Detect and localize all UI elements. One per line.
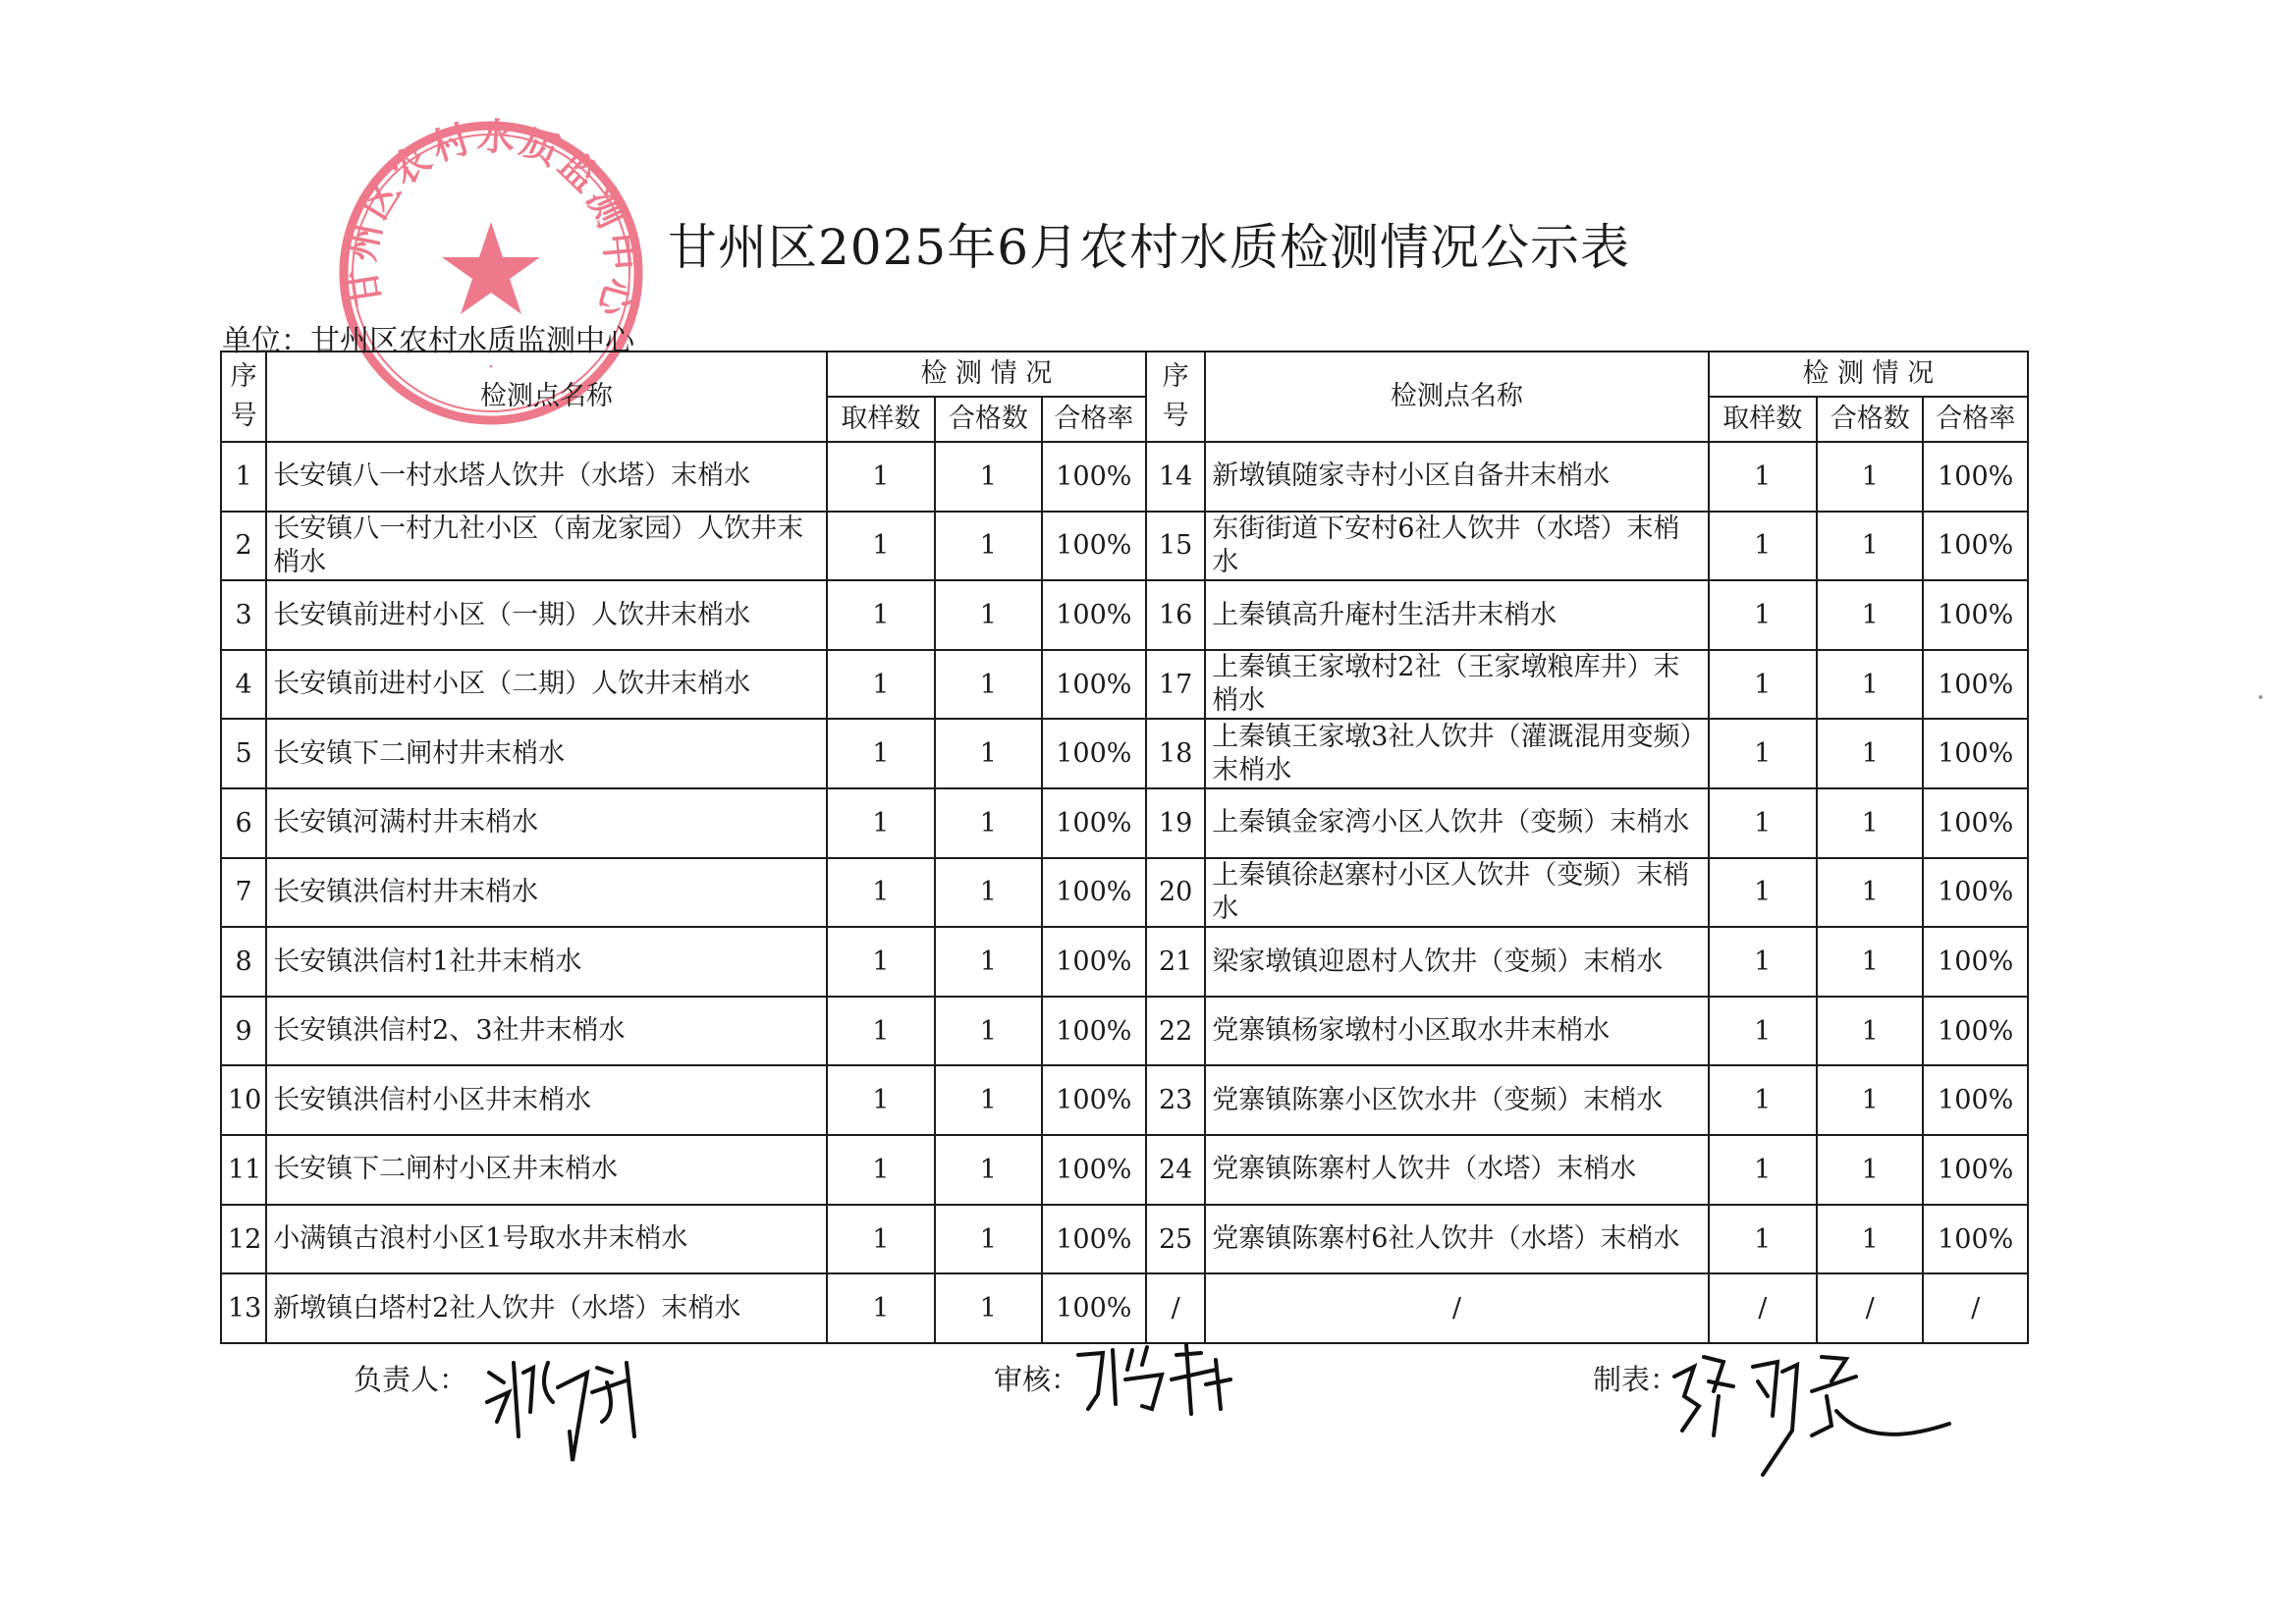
svg-text:甘州区农村水质监测中心: 甘州区农村水质监测中心 [338,116,644,326]
seq-cell: 13 [221,1273,266,1343]
qualified-cell: 1 [935,719,1041,788]
site-name-cell: 长安镇洪信村井末梢水 [266,858,826,928]
seq-cell: 3 [221,580,266,650]
table-row [221,1205,2028,1274]
qualified-cell: 1 [1817,1065,1923,1135]
seq-cell: 4 [221,650,266,720]
qualified-cell: 1 [935,580,1041,650]
samples-cell: 1 [827,858,935,928]
seq-cell: 16 [1146,580,1205,650]
qualified-cell: 1 [935,650,1041,720]
qualified-cell: 1 [935,997,1041,1066]
table-row [221,1065,2028,1135]
site-name-cell: 上秦镇高升庵村生活井末梢水 [1205,580,1708,650]
rate-cell: 100% [1042,1065,1146,1135]
seq-cell: 12 [221,1205,266,1274]
qualified-cell: 1 [935,1065,1041,1135]
site-name-cell: 上秦镇金家湾小区人饮井（变频）末梢水 [1205,788,1708,858]
samples-cell: 1 [1709,512,1817,581]
qualified-cell: 1 [935,442,1041,512]
seq-cell: 7 [221,858,266,928]
qualified-header-right: 合格数 [1817,397,1923,442]
samples-cell: 1 [1709,788,1817,858]
site-name-cell: 党寨镇陈寨村人饮井（水塔）末梢水 [1205,1135,1708,1205]
qualified-cell: 1 [1817,858,1923,928]
samples-cell: 1 [1709,858,1817,928]
rate-cell: 100% [1042,512,1146,581]
seq-cell: 19 [1146,788,1205,858]
qualified-cell: 1 [1817,997,1923,1066]
seq-cell: 11 [221,1135,266,1205]
site-name-cell: 梁家墩镇迎恩村人饮井（变频）末梢水 [1205,927,1708,997]
preparer-label: 制表： [1593,1363,1679,1396]
rate-cell: 100% [1923,858,2028,928]
seq-cell: 6 [221,788,266,858]
site-name-cell: 党寨镇陈寨小区饮水井（变频）末梢水 [1205,1065,1708,1135]
samples-cell: 1 [827,650,935,720]
site-name-cell: 上秦镇王家墩3社人饮井（灌溉混用变频）末梢水 [1205,719,1708,788]
responsible-label: 负责人： [354,1363,468,1396]
site-name-cell: 党寨镇陈寨村6社人饮井（水塔）末梢水 [1205,1205,1708,1274]
qualified-cell: 1 [1817,442,1923,512]
seq-cell: 1 [221,442,266,512]
table-row [221,442,2028,512]
seq-cell: 9 [221,997,266,1066]
rate-cell: / [1923,1273,2028,1343]
seq-cell: 15 [1146,512,1205,581]
qualified-cell: 1 [935,1135,1041,1205]
svg-text:·: · [487,354,495,378]
rate-cell: 100% [1042,858,1146,928]
rate-cell: 100% [1923,442,2028,512]
site-name-cell: 长安镇下二闸村井末梢水 [266,719,826,788]
table-row [221,927,2028,997]
samples-header: 取样数 [827,397,935,442]
rate-cell: 100% [1042,997,1146,1066]
qualified-cell: 1 [935,1273,1041,1343]
samples-cell: 1 [1709,719,1817,788]
responsible-signature [479,1343,676,1471]
page-title: 甘州区2025年6月农村水质检测情况公示表 [668,219,1631,276]
scan-speckle [2259,695,2263,699]
samples-cell: 1 [1709,580,1817,650]
reviewer-label: 审核： [994,1363,1080,1396]
site-name-cell: / [1205,1273,1708,1343]
seq-cell: 23 [1146,1065,1205,1135]
table-row [221,1135,2028,1205]
rate-cell: 100% [1042,1205,1146,1274]
qualified-cell: 1 [1817,927,1923,997]
rate-cell: 100% [1923,927,2028,997]
table-row [221,719,2028,788]
table-row [221,997,2028,1066]
seq-cell: 24 [1146,1135,1205,1205]
site-name-cell: 上秦镇徐赵寨村小区人饮井（变频）末梢水 [1205,858,1708,928]
samples-cell: 1 [827,512,935,581]
seq-header-right: 序号 [1146,352,1205,442]
site-name-cell: 长安镇前进村小区（一期）人饮井末梢水 [266,580,826,650]
rate-cell: 100% [1923,719,2028,788]
samples-cell: 1 [1709,1135,1817,1205]
samples-cell: 1 [1709,650,1817,720]
samples-cell: 1 [1709,442,1817,512]
samples-header-right: 取样数 [1709,397,1817,442]
seq-cell: 18 [1146,719,1205,788]
qualified-cell: 1 [935,927,1041,997]
qualified-cell: 1 [935,858,1041,928]
rate-header: 合格率 [1042,397,1146,442]
samples-cell: 1 [1709,1065,1817,1135]
rate-cell: 100% [1923,512,2028,581]
samples-cell: 1 [827,788,935,858]
samples-cell: 1 [827,442,935,512]
samples-cell: 1 [1709,927,1817,997]
rate-cell: 100% [1042,650,1146,720]
samples-cell: 1 [1709,997,1817,1066]
seq-cell: 17 [1146,650,1205,720]
table-row [221,580,2028,650]
rate-cell: 100% [1923,788,2028,858]
seal-star-icon [442,222,540,314]
seq-cell: 14 [1146,442,1205,512]
site-name-cell: 长安镇洪信村小区井末梢水 [266,1065,826,1135]
inspection-group-header-right: 检 测 情 况 [1709,352,2028,397]
seq-cell: 10 [221,1065,266,1135]
rate-header-right: 合格率 [1923,397,2028,442]
qualified-cell: 1 [1817,1135,1923,1205]
rate-cell: 100% [1042,788,1146,858]
seq-cell: 20 [1146,858,1205,928]
table-row [221,788,2028,858]
samples-cell: 1 [827,997,935,1066]
table-row [221,512,2028,581]
site-name-cell: 上秦镇王家墩村2社（王家墩粮库井）末梢水 [1205,650,1708,720]
rate-cell: 100% [1923,650,2028,720]
samples-cell: 1 [827,580,935,650]
qualified-cell: 1 [1817,580,1923,650]
samples-cell: 1 [1709,1205,1817,1274]
site-name-cell: 长安镇洪信村1社井末梢水 [266,927,826,997]
samples-cell: 1 [827,1273,935,1343]
qualified-cell: 1 [1817,719,1923,788]
rate-cell: 100% [1042,927,1146,997]
samples-cell: / [1709,1273,1817,1343]
table-row [221,1273,2028,1343]
site-name-cell: 长安镇河满村井末梢水 [266,788,826,858]
inspection-group-header: 检 测 情 况 [827,352,1146,397]
samples-cell: 1 [827,1065,935,1135]
site-name-cell: 东街街道下安村6社人饮井（水塔）末梢水 [1205,512,1708,581]
seq-cell: 21 [1146,927,1205,997]
seq-header: 序号 [221,352,266,442]
site-name-cell: 长安镇洪信村2、3社井末梢水 [266,997,826,1066]
rate-cell: 100% [1042,580,1146,650]
name-header: 检测点名称 [266,352,826,442]
site-name-cell: 新墩镇随家寺村小区自备井末梢水 [1205,442,1708,512]
rate-cell: 100% [1042,442,1146,512]
site-name-cell: 党寨镇杨家墩村小区取水井末梢水 [1205,997,1708,1066]
samples-cell: 1 [827,1135,935,1205]
site-name-cell: 长安镇八一村水塔人饮井（水塔）末梢水 [266,442,826,512]
qualified-cell: 1 [935,788,1041,858]
site-name-cell: 长安镇前进村小区（二期）人饮井末梢水 [266,650,826,720]
rate-cell: 100% [1042,1135,1146,1205]
table-row [221,650,2028,720]
qualified-cell: / [1817,1273,1923,1343]
rate-cell: 100% [1923,1135,2028,1205]
qualified-cell: 1 [1817,650,1923,720]
qualified-cell: 1 [1817,1205,1923,1274]
rate-cell: 100% [1923,997,2028,1066]
seq-cell: 2 [221,512,266,581]
rate-cell: 100% [1042,1273,1146,1343]
seq-cell: 5 [221,719,266,788]
site-name-cell: 长安镇八一村九社小区（南龙家园）人饮井末梢水 [266,512,826,581]
samples-cell: 1 [827,1205,935,1274]
rate-cell: 100% [1042,719,1146,788]
qualified-cell: 1 [935,512,1041,581]
rate-cell: 100% [1923,1205,2028,1274]
table-row [221,858,2028,928]
rate-cell: 100% [1923,580,2028,650]
site-name-cell: 小满镇古浪村小区1号取水井末梢水 [266,1205,826,1274]
seq-cell: 22 [1146,997,1205,1066]
seq-cell: 25 [1146,1205,1205,1274]
name-header-right: 检测点名称 [1205,352,1708,442]
site-name-cell: 长安镇下二闸村小区井末梢水 [266,1135,826,1205]
samples-cell: 1 [827,927,935,997]
qualified-header: 合格数 [935,397,1041,442]
qualified-cell: 1 [1817,512,1923,581]
seq-cell: / [1146,1273,1205,1343]
preparer-signature [1665,1337,1959,1485]
water-quality-table [220,351,2029,1344]
qualified-cell: 1 [935,1205,1041,1274]
unit-label: 单位：甘州区农村水质监测中心 [222,324,634,358]
samples-cell: 1 [827,719,935,788]
qualified-cell: 1 [1817,788,1923,858]
site-name-cell: 新墩镇白塔村2社人饮井（水塔）末梢水 [266,1273,826,1343]
seq-cell: 8 [221,927,266,997]
reviewer-signature [1068,1335,1255,1424]
rate-cell: 100% [1923,1065,2028,1135]
